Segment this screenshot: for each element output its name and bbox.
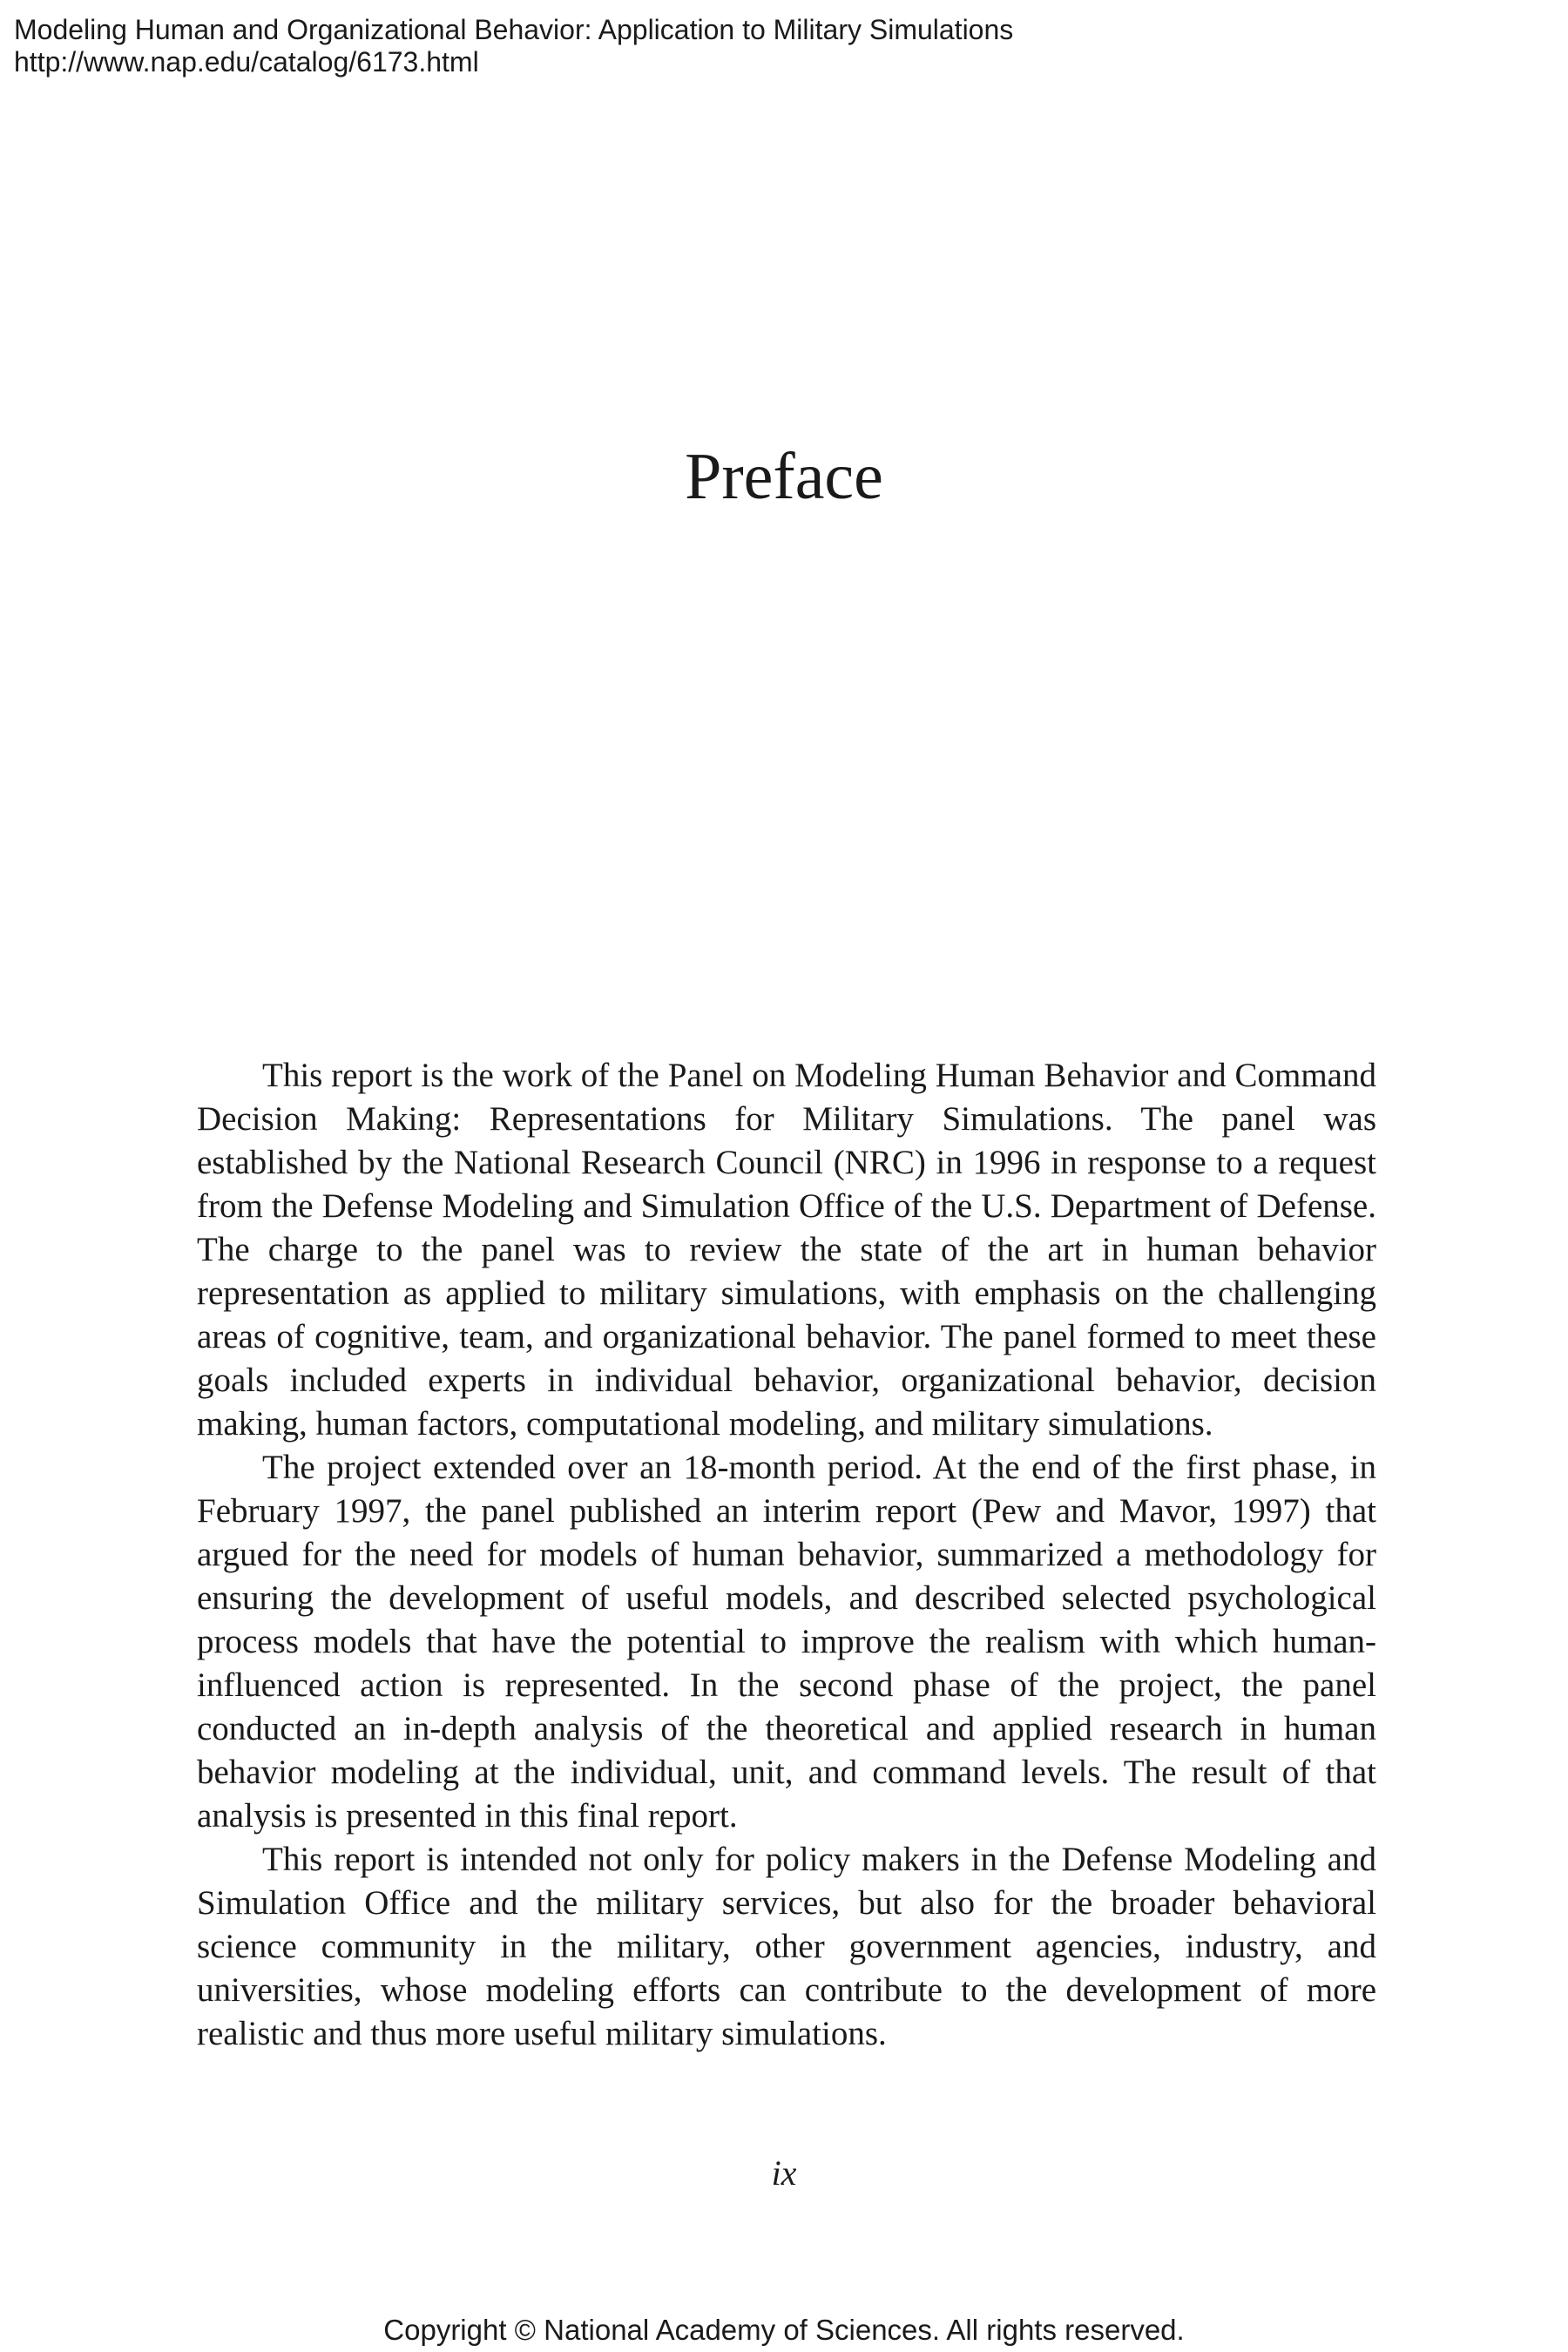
paragraph-1: This report is the work of the Panel on Modeling Human Behavior and Command Decision Making: Representations for Military Simulations. The panel was established by the National Research Council (NRC) in 1996 in response to a request from the Defense Modeling and Simulation Office of the U.S. Department of Defense. The charge to the panel was to review the state of the art in human behavior representation as applied to military simulations, with emphasis on the challenging areas of cognitive, team, and organizational behavior. The panel formed to meet these goals included experts in individual behavior, organizational behavior, decision making, human factors, computational modeling, and military simulations. [197, 1057, 1376, 1443]
chapter-title: Preface [685, 440, 883, 513]
page-number: ix [771, 2153, 797, 2193]
running-header [14, 14, 1013, 78]
paragraph-2: The project extended over an 18-month period. At the end of the first phase, in February 1997, the panel published an interim report (Pew and Mavor, 1997) that argued for the need for models of human behavior, summarized a methodology for ensuring the development of useful models, and described selected psychological process models that have the potential to improve the realism with which human-influenced action is represented. In the second phase of the project, the panel conducted an in-depth analysis of the theoretical and applied research in human behavior modeling at the individual, unit, and command levels. The result of that analysis is presented in this final report. [197, 1449, 1376, 1835]
copyright-footer: Copyright © National Academy of Sciences. All rights reserved. [383, 2314, 1185, 2346]
catalog-url[interactable]: http://www.nap.edu/catalog/6173.html [14, 46, 479, 78]
preface-body [197, 1054, 1376, 2056]
paragraph-3: This report is intended not only for policy makers in the Defense Modeling and Simulation Office and the military services, but also for the broader behavioral science community in the military, other government agencies, industry, and universities, whose modeling efforts can contribute to the development of more realistic and thus more useful military simulations. [197, 1841, 1376, 2052]
book-title: Modeling Human and Organizational Behavior: Application to Military Simulations [14, 14, 1014, 45]
